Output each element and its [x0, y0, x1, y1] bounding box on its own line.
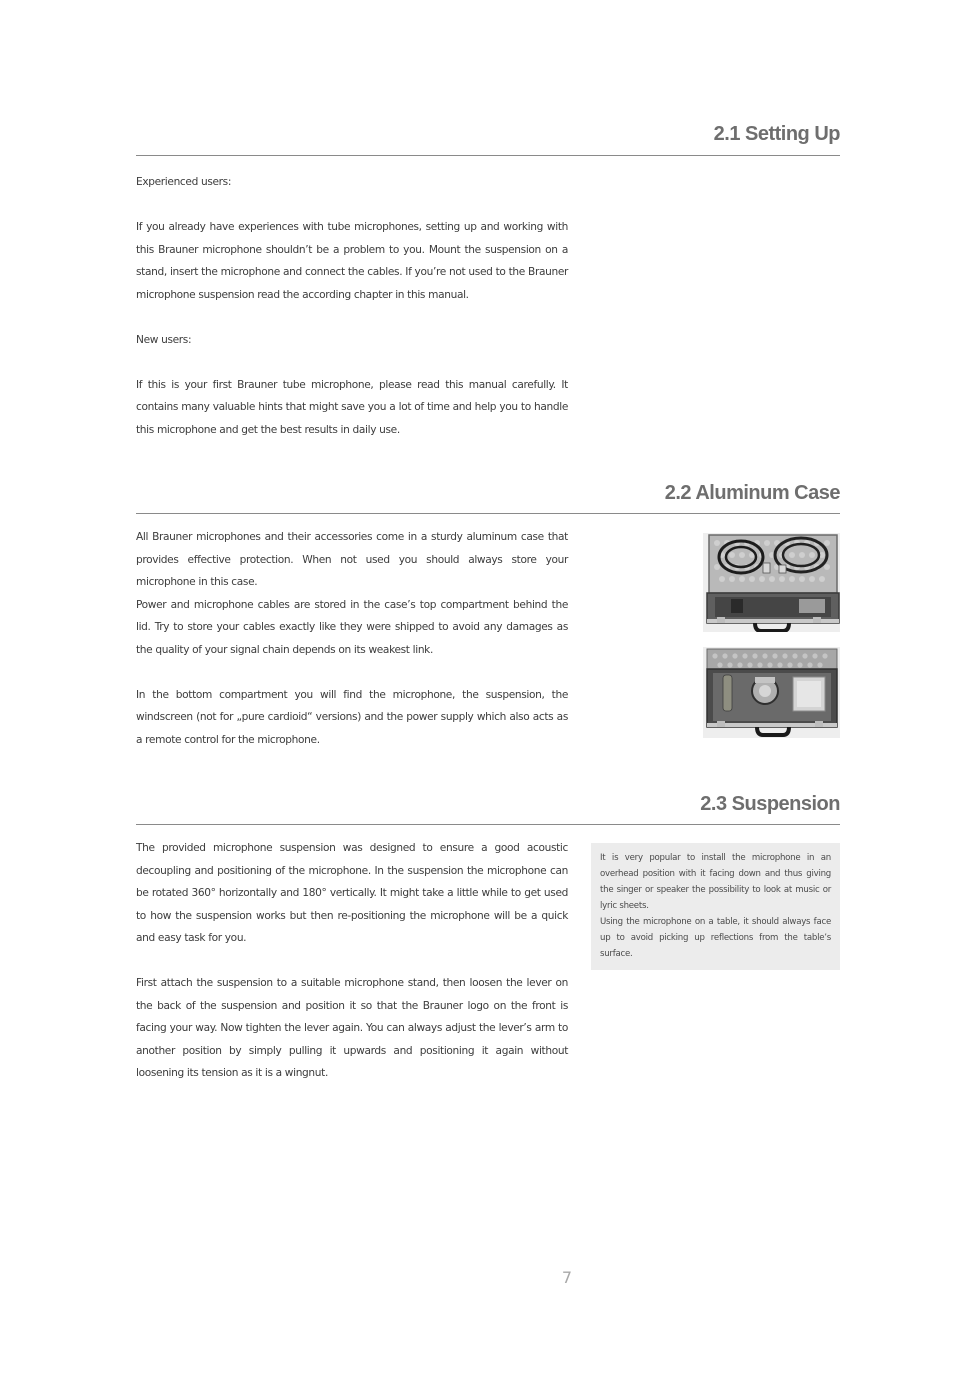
- aluminum-case-body: [136, 526, 568, 751]
- paragraph-experienced-users-label: Experienced users:: [136, 176, 232, 188]
- case-top-compartment-photo: [703, 533, 840, 632]
- paragraph-new-users: If this is your first Brauner tube microphone, please read this manual carefully. It contains many valuable hints that might save you a lot of time and help you to handle this microphone and get the best results in daily use.: [136, 378, 568, 436]
- section-divider: [136, 513, 840, 514]
- tip-table-position: Using the microphone on a table, it should always face up to avoid picking up reflections from the table’s surface.: [600, 917, 831, 959]
- paragraph-case-bottom: In the bottom compartment you will find the microphone, the suspension, the windscreen (not for „pure cardioid“ versions) and the power supply which also acts as a remote control for the microphone.: [136, 688, 568, 746]
- section-heading-aluminum-case: 2.2 Aluminum Case: [664, 482, 840, 504]
- section-heading-suspension: 2.3 Suspension: [700, 793, 840, 815]
- paragraph-suspension-design: The provided microphone suspension was designed to ensure a good acoustic decoupling and positioning of the microphone. In the suspension the microphone can be rotated 360° horizontally and 180° vertically. It might take a little while to get used to how the suspension works but then re-positioning the microphone will be a quick and easy task for you.: [136, 842, 568, 944]
- section-divider: [136, 155, 840, 156]
- paragraph-suspension-attach: First attach the suspension to a suitable microphone stand, then loosen the lever on the back of the suspension and position it so that the Brauner logo on the front is facing your way. Now tighten the lever again. You can always adjust the lever’s arm to another position by simply pulling it upwards and positioning it again without loosening its tension as it is a wingnut.: [136, 977, 568, 1079]
- case-bottom-compartment-photo: [703, 647, 840, 738]
- tip-overhead-position: It is very popular to install the microphone in an overhead position with it facing down and thus giving the singer or speaker the possibility to look at music or lyric sheets.: [600, 853, 831, 911]
- page-number: 7: [561, 1268, 573, 1287]
- setting-up-body: [136, 171, 568, 441]
- paragraph-new-users-label: New users:: [136, 333, 192, 346]
- section-divider: [136, 824, 840, 825]
- paragraph-case-protection: All Brauner microphones and their accessories come in a sturdy aluminum case that provides effective protection. When not used you should always store your microphone in this case.: [136, 531, 568, 588]
- suspension-body: [136, 837, 568, 1085]
- section-heading-setting-up: 2.1 Setting Up: [713, 123, 840, 145]
- paragraph-case-cables: Power and microphone cables are stored in the case’s top compartment behind the lid. Try to store your cables exactly like they were shipped to avoid any damages as the quality of your signal chain depends on its weakest link.: [136, 598, 568, 656]
- suspension-tip-box: [591, 843, 840, 970]
- paragraph-experienced-users: If you already have experiences with tube microphones, setting up and working with this Brauner microphone shouldn’t be a problem to you. Mount the suspension on a stand, insert the microphone and connect the cables. If you’re not used to the Brauner microphone suspension read the according chapter in this manual.: [136, 221, 568, 301]
